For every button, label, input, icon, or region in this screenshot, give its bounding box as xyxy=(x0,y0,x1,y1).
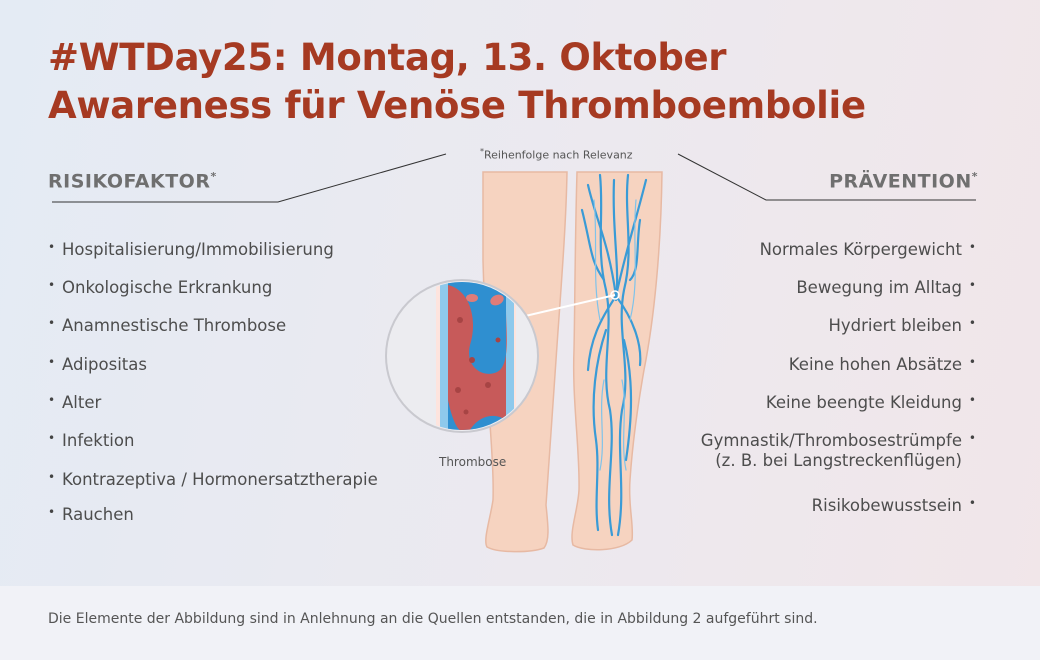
footer-text: Die Elemente der Abbildung sind in Anlehnung an die Quellen entstanden, die in Abbildung 2 aufgeführt sind. xyxy=(48,611,818,627)
prevention-heading xyxy=(829,170,978,192)
risk-item: • Kontrazeptiva / Hormonersatztherapie xyxy=(48,470,378,505)
risk-item: • Hospitalisierung/Immobilisierung xyxy=(48,240,378,278)
prevention-list xyxy=(701,240,976,526)
prevention-item: Keine beengte Kleidung • xyxy=(701,393,976,431)
risk-heading-asterisk: * xyxy=(210,170,217,183)
risk-factor-list xyxy=(48,240,378,535)
prevention-heading-asterisk: * xyxy=(971,170,978,183)
risk-item: • Anamnestische Thrombose xyxy=(48,316,378,355)
prevention-sub-text: (z. B. bei Langstreckenflügen) xyxy=(715,451,962,470)
prevention-item: Hydriert bleiben • xyxy=(701,316,976,355)
prevention-item: Gymnastik/Thrombosestrümpfe • xyxy=(701,431,976,451)
title-line-1: #WTDay25: Montag, 13. Oktober xyxy=(48,36,727,79)
prevention-item: Risikobewusstsein • xyxy=(701,496,976,526)
prevention-item: Normales Körpergewicht • xyxy=(701,240,976,278)
risk-item: • Onkologische Erkrankung xyxy=(48,278,378,316)
prevention-sub-item xyxy=(701,451,976,496)
risk-heading-text: RISIKOFAKTOR xyxy=(48,170,211,193)
prevention-heading-text: PRÄVENTION xyxy=(829,170,972,193)
risk-item: • Infektion xyxy=(48,431,378,470)
risk-item: • Alter xyxy=(48,393,378,431)
relevance-note xyxy=(480,147,633,162)
note-asterisk: * xyxy=(480,147,484,156)
risk-heading xyxy=(48,170,217,192)
risk-item: • Adipositas xyxy=(48,355,378,393)
note-text: Reihenfolge nach Relevanz xyxy=(484,148,633,162)
title-line-2: Awareness für Venöse Thromboembolie xyxy=(48,84,866,127)
prevention-item: Bewegung im Alltag • xyxy=(701,278,976,316)
prevention-item: Keine hohen Absätze • xyxy=(701,355,976,393)
thrombosis-label: Thrombose xyxy=(439,455,507,469)
risk-item: • Rauchen xyxy=(48,505,378,535)
